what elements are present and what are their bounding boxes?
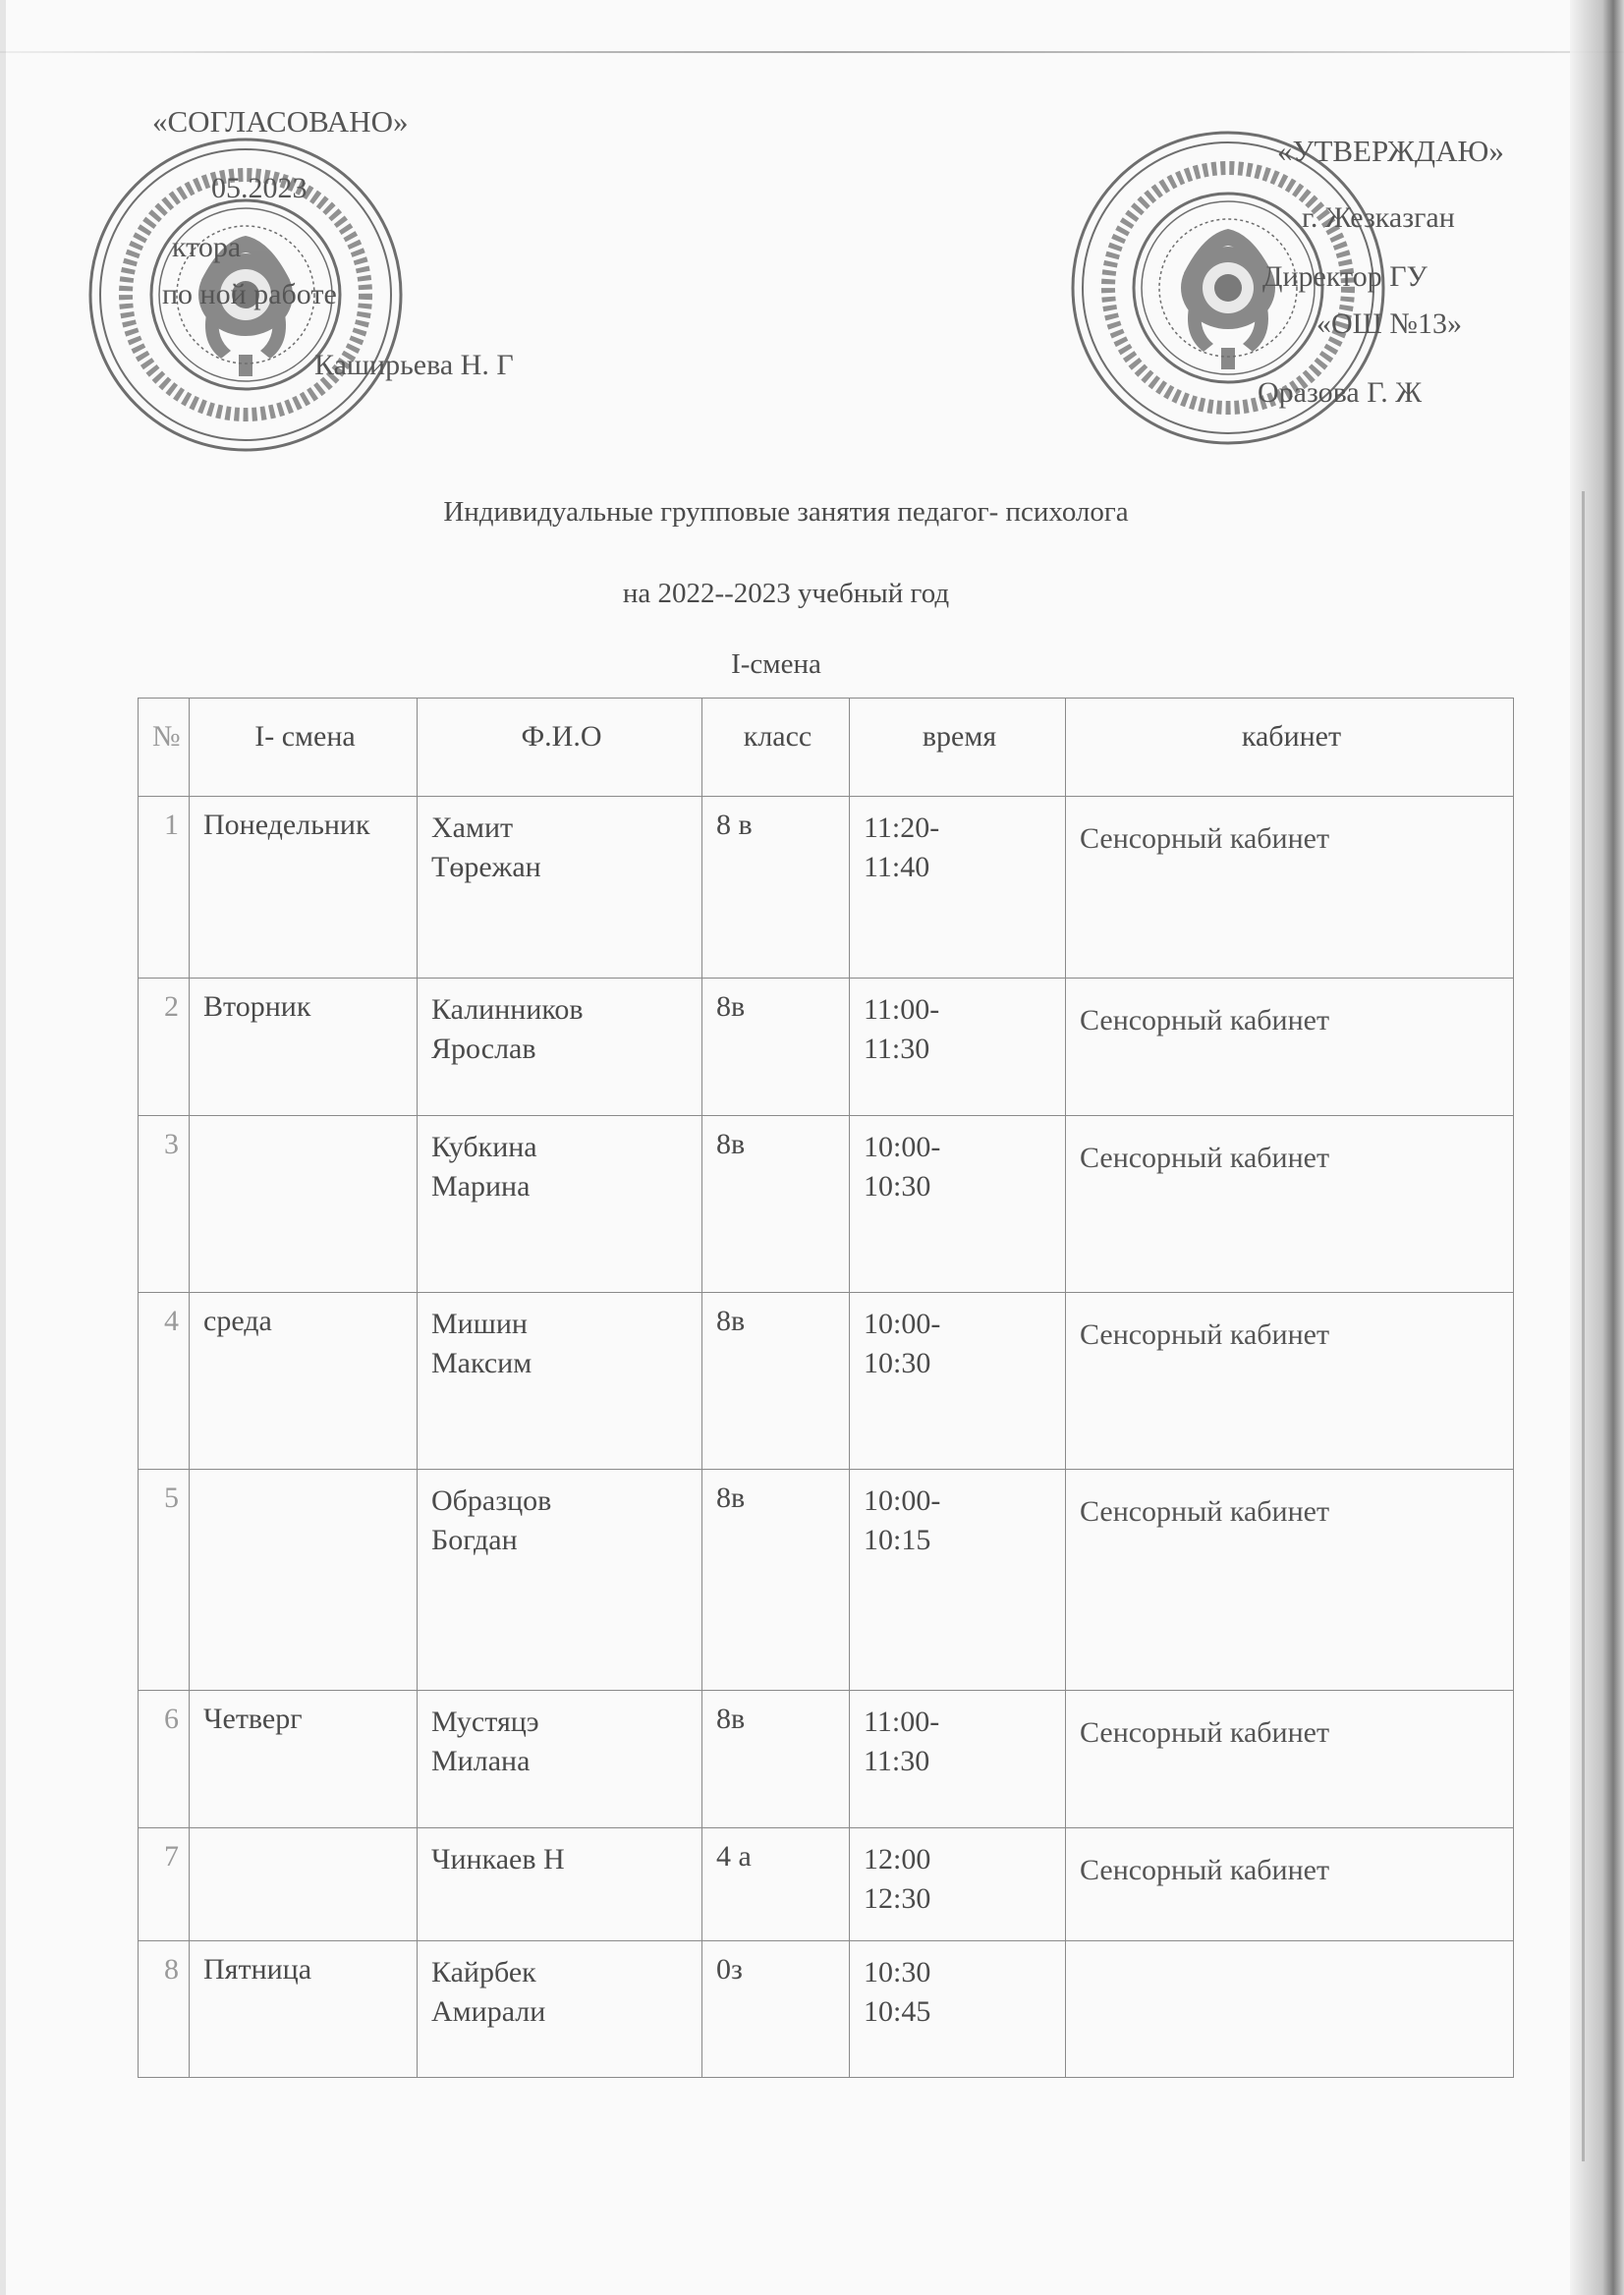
row-time [850, 1941, 1066, 2078]
agreed-position: ктора [172, 231, 242, 263]
scan-edge-left [0, 0, 6, 2295]
row-name [418, 1293, 702, 1470]
time-start: 11:00- [864, 1706, 940, 1738]
scan-streak [1582, 491, 1585, 2161]
row-name [418, 1470, 702, 1691]
time-end: 12:30 [864, 1882, 931, 1915]
time-end: 11:40 [864, 851, 930, 883]
row-day [190, 1828, 418, 1941]
row-number: 1 [139, 797, 190, 979]
last-name: Амирали [431, 1995, 546, 2028]
row-number: 3 [139, 1116, 190, 1293]
document-subtitle: на 2022--2023 учебный год [622, 578, 950, 609]
time-end: 10:30 [864, 1170, 931, 1203]
table-row [139, 1691, 1514, 1828]
time-start: 10:00- [864, 1131, 941, 1163]
time-start: 10:30 [864, 1956, 931, 1988]
document-title: Индивидуальные групповые занятия педагог- психолога [443, 496, 1129, 528]
row-room: Сенсорный кабинет [1066, 1828, 1514, 1941]
agreed-heading: «СОГЛАСОВАНО» [152, 104, 409, 139]
header-room: кабинет [1066, 699, 1514, 797]
last-name: Богдан [431, 1524, 518, 1556]
row-room: Сенсорный кабинет [1066, 979, 1514, 1116]
row-time [850, 979, 1066, 1116]
row-time [850, 1116, 1066, 1293]
row-class: 0з [702, 1941, 850, 2078]
time-end: 11:30 [864, 1745, 930, 1777]
agreed-signatory: Каширьева Н. Г [314, 349, 514, 381]
row-time [850, 1691, 1066, 1828]
row-number: 2 [139, 979, 190, 1116]
time-start: 11:20- [864, 812, 940, 844]
time-start: 10:00- [864, 1308, 941, 1340]
approved-block [1218, 128, 1504, 417]
table-row [139, 1116, 1514, 1293]
row-number: 6 [139, 1691, 190, 1828]
row-day [190, 1116, 418, 1293]
header-class: класс [702, 699, 850, 797]
first-name: Кайрбек [431, 1956, 536, 1988]
time-start: 11:00- [864, 993, 940, 1026]
row-time [850, 797, 1066, 979]
row-day: Пятница [190, 1941, 418, 2078]
approved-signatory: Оразова Г. Ж [1258, 376, 1423, 409]
row-name [418, 1116, 702, 1293]
row-room: Сенсорный кабинет [1066, 1293, 1514, 1470]
table-header-row [139, 699, 1514, 797]
approved-heading: «УТВЕРЖДАЮ» [1277, 134, 1504, 168]
row-day: Четверг [190, 1691, 418, 1828]
row-number: 5 [139, 1470, 190, 1691]
row-time [850, 1828, 1066, 1941]
first-name: Хамит [431, 812, 514, 844]
first-name: Калинников [431, 993, 584, 1026]
first-name: Мишин [431, 1308, 528, 1340]
agreed-block [152, 98, 514, 389]
row-room: Сенсорный кабинет [1066, 1470, 1514, 1691]
first-name: Чинкаев Н [431, 1843, 565, 1875]
row-number: 7 [139, 1828, 190, 1941]
first-name: Мустяцэ [431, 1706, 539, 1738]
last-name: Милана [431, 1745, 531, 1777]
table-row [139, 979, 1514, 1116]
table-row [139, 1293, 1514, 1470]
row-class: 8в [702, 1470, 850, 1691]
agreed-role: по ной работе [162, 278, 337, 310]
header-number: № [139, 699, 190, 797]
table-row [139, 1828, 1514, 1941]
row-class: 8в [702, 1293, 850, 1470]
row-time [850, 1293, 1066, 1470]
agreed-date: 05.2023 [211, 172, 308, 204]
first-name: Кубкина [431, 1131, 537, 1163]
header-shift: I- смена [190, 699, 418, 797]
shift-label: I-смена [731, 648, 821, 680]
approved-school: «ОШ №13» [1316, 308, 1463, 340]
row-class: 8в [702, 1116, 850, 1293]
row-class: 8в [702, 979, 850, 1116]
row-number: 8 [139, 1941, 190, 2078]
row-name [418, 797, 702, 979]
time-start: 10:00- [864, 1484, 941, 1517]
row-name [418, 1941, 702, 2078]
last-name: Марина [431, 1170, 531, 1203]
row-room: Сенсорный кабинет [1066, 1116, 1514, 1293]
row-day: Понедельник [190, 797, 418, 979]
row-name [418, 1691, 702, 1828]
row-day: Вторник [190, 979, 418, 1116]
last-name: Ярослав [431, 1033, 536, 1065]
first-name: Образцов [431, 1484, 552, 1517]
header-time: время [850, 699, 1066, 797]
table-row [139, 1941, 1514, 2078]
approved-position: Директор ГУ [1262, 260, 1428, 293]
time-start: 12:00 [864, 1843, 931, 1875]
time-end: 11:30 [864, 1033, 930, 1065]
approved-city: г. Жезказган [1302, 201, 1455, 234]
row-day: среда [190, 1293, 418, 1470]
row-room [1066, 1941, 1514, 2078]
last-name: Максим [431, 1347, 532, 1379]
header-name: Ф.И.О [418, 699, 702, 797]
time-end: 10:30 [864, 1347, 931, 1379]
table-row [139, 1470, 1514, 1691]
time-end: 10:45 [864, 1995, 931, 2028]
row-room: Сенсорный кабинет [1066, 1691, 1514, 1828]
scan-edge-right [1570, 0, 1624, 2295]
row-class: 8 в [702, 797, 850, 979]
scan-edge-top [0, 51, 1624, 53]
time-end: 10:15 [864, 1524, 931, 1556]
row-number: 4 [139, 1293, 190, 1470]
row-class: 4 а [702, 1828, 850, 1941]
row-name [418, 1828, 702, 1941]
row-name [418, 979, 702, 1116]
schedule-table [138, 698, 1514, 2078]
row-time [850, 1470, 1066, 1691]
row-room: Сенсорный кабинет [1066, 797, 1514, 979]
row-day [190, 1470, 418, 1691]
last-name: Төрежан [431, 851, 541, 883]
table-row [139, 797, 1514, 979]
row-class: 8в [702, 1691, 850, 1828]
